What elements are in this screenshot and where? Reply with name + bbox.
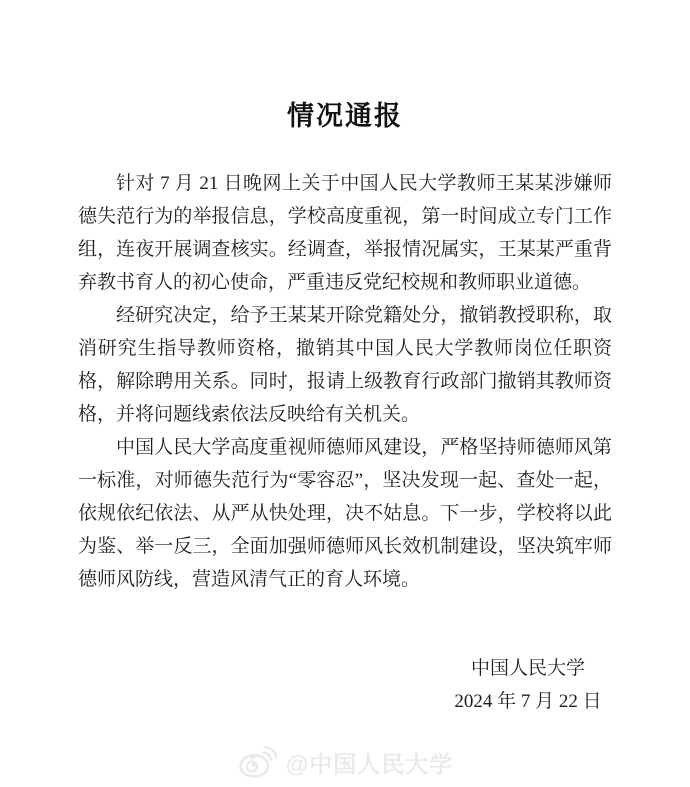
signature-block [428,652,628,718]
watermark-text: @中国人民大学 [285,750,454,777]
paragraph-statement: 中国人民大学高度重视师德师风建设，严格坚持师德师风第一标准，对师德失范行为“零容忍”，坚决发现一起、查处一起，依规依纪依法、从严从快处理，决不姑息。下一步，学校将以此为鉴、举一反三，全面加强师德师风长效机制建设，坚决筑牢师德师风防线，营造风清气正的育人环境。 [78,437,612,590]
document-title: 情况通报 [287,101,403,131]
paragraph-investigation: 针对 7 月 21 日晚网上关于中国人民大学教师王某某涉嫌师德失范行为的举报信息，学校高度重视，第一时间成立专门工作组，连夜开展调查核实。经调查，举报情况属实，王某某严重背弃教书育人的初心使命，严重违反党纪校规和教师职业道德。 [78,173,612,293]
paragraph-decision: 经研究决定，给予王某某开除党籍处分，撤销教授职称，取消研究生指导教师资格，撤销其中国人民大学教师岗位任职资格，解除聘用关系。同时，报请上级教育行政部门撤销其教师资格，并将问题线索依法反映给有关机关。 [78,305,612,425]
document-body [78,167,612,596]
weibo-icon [237,744,277,780]
signature-date: 2024 年 7 月 22 日 [454,691,602,712]
watermark [0,744,690,780]
signature-organization: 中国人民大学 [470,658,585,679]
